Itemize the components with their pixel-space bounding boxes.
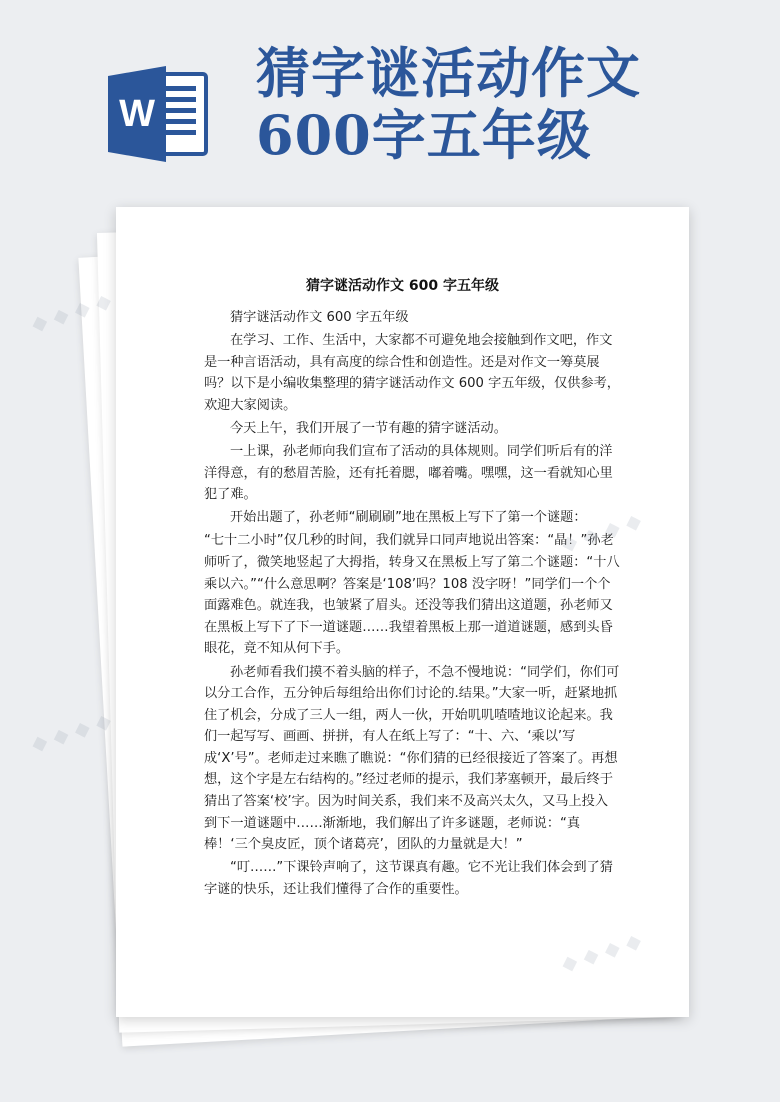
paragraph-teamwork: 孙老师看我们摸不着头脑的样子，不急不慢地说：“同学们，你们可以分工合作，五分钟后每组给出你们讨论的.结果。”大家一听，赶紧地抓住了机会，分成了三人一组，两人一伙，开始叽叽喳喳地议论起来。我们一起写写、画画、拼拼，有人在纸上写了：“十、六、‘乘以’写成‘X’号”。老师走过来瞧了瞧说：“你们猜的已经很接近了答案了。再想想，这个字是左右结构的。”经过老师的提示，我们茅塞顿开，最后终于猜出了答案‘校’字。因为时间关系，我们来不及高兴太久，又马上投入到下一道谜题中……渐渐地，我们解出了许多谜题，老师说：“真棒！‘三个臭皮匠，顶个诸葛亮’，团队的力量就是大！”: [204, 664, 620, 853]
banner-title: 猜字谜活动作文600字五年级: [256, 41, 641, 167]
document-page: [116, 207, 689, 1017]
paragraph-first-riddle: 开始出题了，孙老师“刷刷刷”地在黑板上写下了第一个谜题：: [230, 510, 587, 526]
paragraph-subtitle: 猜字谜活动作文 600 字五年级: [230, 310, 409, 325]
document-body: [204, 307, 620, 902]
paragraph-intro: 在学习、工作、生活中，大家都不可避免地会接触到作文吧，作文是一种言语活动，具有高度的综合性和创造性。还是对作文一筹莫展吗？以下是小编收集整理的猜字谜活动作文 600 字五年级，仅供参考，欢迎大家阅读。: [204, 333, 620, 413]
word-icon-letter: W: [119, 93, 155, 135]
word-doc-icon: [108, 66, 208, 162]
watermark: ◆ ◆ ◆ ◆: [28, 287, 115, 337]
document-title: 猜字谜活动作文 600 字五年级: [306, 278, 499, 294]
paragraph-activity: 今天上午，我们开展了一节有趣的猜字谜活动。: [230, 420, 507, 436]
paragraph-conclusion: “叮……”下课铃声响了，这节课真有趣。它不光让我们体会到了猜字谜的快乐，还让我们懂得了合作的重要性。: [204, 860, 613, 897]
paragraph-rules: 一上课，孙老师向我们宣布了活动的具体规则。同学们听后有的洋洋得意，有的愁眉苦脸，还有托着腮，嘟着嘴。嘿嘿，这一看就知心里犯了难。: [204, 444, 613, 503]
watermark: ◆ ◆ ◆ ◆: [28, 707, 115, 757]
paragraph-answers: “七十二小时”仅几秒的时间，我们就异口同声地说出答案：“晶！”孙老师听了，微笑地竖起了大拇指，转身又在黑板上写了第二个谜题：“十八乘以六。”“什么意思啊？答案是‘108’吗？108 没字呀！”同学们一个个面露难色。就连我，也皱紧了眉头。还没等我们猜出这道题，孙老师又在黑板上写下了下一道谜题……我望着黑板上那一道道谜题，感到头昏眼花，竟不知从何下手。: [204, 533, 620, 657]
